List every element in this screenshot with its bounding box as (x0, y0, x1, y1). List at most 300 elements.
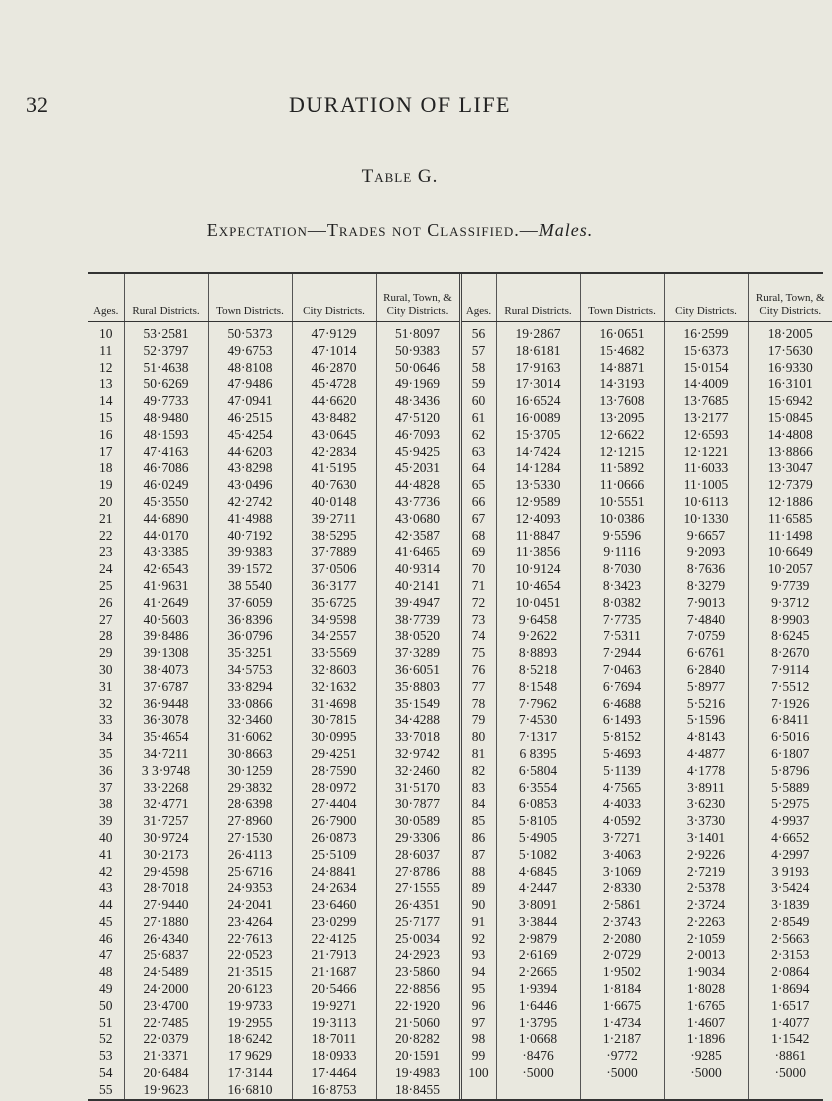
value-cell: 18·8455 (376, 1082, 460, 1099)
age-cell: 26 (99, 594, 113, 610)
value-cell: 11·1498 (748, 528, 832, 545)
value-cell: 7·5512 (748, 679, 832, 696)
value-cell: 4·2997 (748, 847, 832, 864)
value-cell: 39·4947 (376, 595, 460, 612)
age-cell: 64 (460, 460, 496, 477)
value-cell: 35·3251 (208, 645, 292, 662)
value-cell: 37·6059 (208, 595, 292, 612)
age-cell: 98 (460, 1031, 496, 1048)
value-cell: 39·2711 (292, 511, 376, 528)
value-cell: 5·8152 (580, 729, 664, 746)
value-cell: 17·5630 (748, 343, 832, 360)
value-cell: 37·7889 (292, 544, 376, 561)
value-cell: 40·7192 (208, 528, 292, 545)
value-cell: 51·8097 (376, 322, 460, 343)
value-cell: 21·3371 (124, 1048, 208, 1065)
value-cell: 24·2923 (376, 947, 460, 964)
value-cell: 20·8282 (376, 1031, 460, 1048)
value-cell: 38·7739 (376, 612, 460, 629)
value-cell: 46·0249 (124, 477, 208, 494)
value-cell: 7·4530 (496, 712, 580, 729)
value-cell: 3 9193 (748, 864, 832, 881)
table-row (88, 494, 832, 511)
value-cell: 17·3014 (496, 376, 580, 393)
value-cell: 10·0451 (496, 595, 580, 612)
value-cell: 5·5216 (664, 696, 748, 713)
value-cell: 15·3705 (496, 427, 580, 444)
value-cell: 36·3177 (292, 578, 376, 595)
age-cell: 15 (99, 409, 113, 425)
value-cell: 10·5551 (580, 494, 664, 511)
value-cell: 6·3554 (496, 780, 580, 797)
value-cell: 30·0589 (376, 813, 460, 830)
value-cell: 14·4009 (664, 376, 748, 393)
age-cell: 18 (99, 460, 113, 476)
value-cell: 47·9129 (292, 322, 376, 343)
value-cell: 32·8603 (292, 662, 376, 679)
age-cell: 25 (99, 577, 113, 593)
value-cell: ·5000 (580, 1065, 664, 1082)
value-cell: 11·8847 (496, 528, 580, 545)
value-cell: 25·0034 (376, 931, 460, 948)
value-cell: 8·1548 (496, 679, 580, 696)
value-cell: 5·2975 (748, 796, 832, 813)
age-cell: 94 (460, 964, 496, 981)
table-row (88, 729, 832, 746)
value-cell: 13·5330 (496, 477, 580, 494)
age-cell: 48 (99, 964, 113, 980)
table-row (88, 981, 832, 998)
table-row (88, 813, 832, 830)
value-cell: 41·9631 (124, 578, 208, 595)
value-cell: 47·5120 (376, 410, 460, 427)
value-cell: 42·6543 (124, 561, 208, 578)
value-cell: 33·0866 (208, 696, 292, 713)
age-cell: 97 (460, 1015, 496, 1032)
age-cell: 24 (99, 561, 113, 577)
age-cell: 52 (99, 1031, 113, 1047)
value-cell: 43·0645 (292, 427, 376, 444)
value-cell: 33·8294 (208, 679, 292, 696)
value-cell: 32·1632 (292, 679, 376, 696)
value-cell: 41·6465 (376, 544, 460, 561)
value-cell: 20·5466 (292, 981, 376, 998)
value-cell: 14·3193 (580, 376, 664, 393)
age-cell: 43 (99, 880, 113, 896)
value-cell: 6 8395 (496, 746, 580, 763)
value-cell: 50·9383 (376, 343, 460, 360)
value-cell: 27·8960 (208, 813, 292, 830)
value-cell: ·8861 (748, 1048, 832, 1065)
value-cell: 17 9629 (208, 1048, 292, 1065)
value-cell: 27·4404 (292, 796, 376, 813)
value-cell: 2·0864 (748, 964, 832, 981)
value-cell: 35·1549 (376, 696, 460, 713)
value-cell: 9·3712 (748, 595, 832, 612)
value-cell: 1·1542 (748, 1031, 832, 1048)
value-cell: 36·3078 (124, 712, 208, 729)
value-cell: 24·9353 (208, 880, 292, 897)
value-cell: 44·6203 (208, 444, 292, 461)
value-cell: 28·7590 (292, 763, 376, 780)
value-cell: 7·1926 (748, 696, 832, 713)
age-cell: 60 (460, 393, 496, 410)
value-cell: 10·1330 (664, 511, 748, 528)
value-cell: 5·8977 (664, 679, 748, 696)
age-cell: 90 (460, 897, 496, 914)
value-cell: 7·1317 (496, 729, 580, 746)
value-cell: 36·6051 (376, 662, 460, 679)
age-cell: 93 (460, 947, 496, 964)
value-cell: 8·2670 (748, 645, 832, 662)
value-cell: 11·5892 (580, 460, 664, 477)
value-cell: 14·1284 (496, 460, 580, 477)
value-cell: 8·3279 (664, 578, 748, 595)
value-cell: 16·2599 (664, 322, 748, 343)
value-cell: 16·0651 (580, 322, 664, 343)
value-cell: 24·5489 (124, 964, 208, 981)
value-cell: 10·0386 (580, 511, 664, 528)
age-cell: 66 (460, 494, 496, 511)
value-cell: 28·6398 (208, 796, 292, 813)
value-cell: 42·2742 (208, 494, 292, 511)
value-cell: 34·4288 (376, 712, 460, 729)
value-cell: 14·7424 (496, 444, 580, 461)
value-cell: 17·3144 (208, 1065, 292, 1082)
age-cell: 91 (460, 914, 496, 931)
value-cell: 7·7962 (496, 696, 580, 713)
value-cell: 35·6725 (292, 595, 376, 612)
age-cell: 88 (460, 864, 496, 881)
expectation-table (88, 272, 823, 1101)
value-cell: 18·6181 (496, 343, 580, 360)
value-cell: 40·7630 (292, 477, 376, 494)
value-cell: 11·1005 (664, 477, 748, 494)
age-cell: 22 (99, 527, 113, 543)
value-cell: 36·8396 (208, 612, 292, 629)
value-cell: 17·9163 (496, 360, 580, 377)
value-cell: 1·9502 (580, 964, 664, 981)
value-cell: 2·2080 (580, 931, 664, 948)
value-cell: 45·4254 (208, 427, 292, 444)
table-row (88, 322, 832, 343)
value-cell: 37·0506 (292, 561, 376, 578)
table-row (88, 645, 832, 662)
value-cell: 12·1221 (664, 444, 748, 461)
value-cell: 45·4728 (292, 376, 376, 393)
age-cell: 70 (460, 561, 496, 578)
value-cell: 22·4125 (292, 931, 376, 948)
value-cell: 25·5109 (292, 847, 376, 864)
age-cell: 84 (460, 796, 496, 813)
table-row (88, 376, 832, 393)
value-cell: 3·3730 (664, 813, 748, 830)
value-cell: 18·7011 (292, 1031, 376, 1048)
value-cell: 20·1591 (376, 1048, 460, 1065)
age-cell: 31 (99, 678, 113, 694)
value-cell: 39·9383 (208, 544, 292, 561)
value-cell: 17·4464 (292, 1065, 376, 1082)
value-cell: 27·9440 (124, 897, 208, 914)
table-row (88, 864, 832, 881)
header-rural-left: Rural Districts. (124, 274, 208, 322)
value-cell: 37·6787 (124, 679, 208, 696)
age-cell: 14 (99, 393, 113, 409)
age-cell: 57 (460, 343, 496, 360)
value-cell: 30·2173 (124, 847, 208, 864)
value-cell: 25·6716 (208, 864, 292, 881)
header-all-right: Rural, Town, & City Districts. (748, 274, 832, 322)
value-cell: 10·6113 (664, 494, 748, 511)
value-cell: 48·1593 (124, 427, 208, 444)
table-row (88, 1031, 832, 1048)
value-cell: 33·7018 (376, 729, 460, 746)
table-label: Table G. (361, 166, 439, 187)
age-cell: 33 (99, 712, 113, 728)
table-row (88, 914, 832, 931)
age-cell: 58 (460, 360, 496, 377)
value-cell: 24·2000 (124, 981, 208, 998)
age-cell: 38 (99, 796, 113, 812)
value-cell: 28·7018 (124, 880, 208, 897)
table-header-row (88, 274, 832, 322)
value-cell: 2·8549 (748, 914, 832, 931)
value-cell: 38 5540 (208, 578, 292, 595)
value-cell: 44·0170 (124, 528, 208, 545)
value-cell: 34·7211 (124, 746, 208, 763)
value-cell: 4·2447 (496, 880, 580, 897)
age-cell: 63 (460, 444, 496, 461)
age-cell: 89 (460, 880, 496, 897)
table-row (88, 780, 832, 797)
value-cell: 27·1530 (208, 830, 292, 847)
value-cell: 7·2944 (580, 645, 664, 662)
age-cell: 29 (99, 645, 113, 661)
value-cell: 4·6652 (748, 830, 832, 847)
value-cell: 8·7030 (580, 561, 664, 578)
age-cell: 86 (460, 830, 496, 847)
value-cell: 40·0148 (292, 494, 376, 511)
value-cell: 3·7271 (580, 830, 664, 847)
age-cell: 35 (99, 745, 113, 761)
value-cell: 9·5596 (580, 528, 664, 545)
age-cell: 56 (460, 322, 496, 343)
table-row (88, 1082, 832, 1099)
value-cell: 8·0382 (580, 595, 664, 612)
value-cell: 1·4077 (748, 1015, 832, 1032)
value-cell: 21·7913 (292, 947, 376, 964)
age-cell: 44 (99, 897, 113, 913)
value-cell: 3·8091 (496, 897, 580, 914)
value-cell: 4·8143 (664, 729, 748, 746)
value-cell: 8·9903 (748, 612, 832, 629)
value-cell: 1·6446 (496, 998, 580, 1015)
value-cell: 45·9425 (376, 444, 460, 461)
age-cell: 40 (99, 829, 113, 845)
header-town-right: Town Districts. (580, 274, 664, 322)
value-cell: 30·0995 (292, 729, 376, 746)
age-cell: 49 (99, 981, 113, 997)
value-cell (496, 1082, 580, 1099)
value-cell: 41·4988 (208, 511, 292, 528)
value-cell: 3·1069 (580, 864, 664, 881)
value-cell: 2·2665 (496, 964, 580, 981)
value-cell: 3·5424 (748, 880, 832, 897)
value-cell: 12·9589 (496, 494, 580, 511)
value-cell: 19·4983 (376, 1065, 460, 1082)
value-cell: 8·7636 (664, 561, 748, 578)
value-cell: 46·2515 (208, 410, 292, 427)
value-cell: 43·8482 (292, 410, 376, 427)
value-cell: 18·2005 (748, 322, 832, 343)
value-cell: 47·1014 (292, 343, 376, 360)
value-cell: 6·1807 (748, 746, 832, 763)
value-cell: 19·9623 (124, 1082, 208, 1099)
value-cell: 10·9124 (496, 561, 580, 578)
value-cell: 37·3289 (376, 645, 460, 662)
value-cell: 30·7815 (292, 712, 376, 729)
value-cell: 46·2870 (292, 360, 376, 377)
header-all-left: Rural, Town, & City Districts. (376, 274, 460, 322)
age-cell: 23 (99, 544, 113, 560)
age-cell: 71 (460, 578, 496, 595)
value-cell: 46·7093 (376, 427, 460, 444)
value-cell: 16·6810 (208, 1082, 292, 1099)
value-cell: 31·5170 (376, 780, 460, 797)
value-cell: 38·4073 (124, 662, 208, 679)
table-subtitle (0, 220, 800, 241)
value-cell: 9·6657 (664, 528, 748, 545)
value-cell: 7·4840 (664, 612, 748, 629)
value-cell: 48·3436 (376, 393, 460, 410)
value-cell: 23·0299 (292, 914, 376, 931)
value-cell: 15·0845 (748, 410, 832, 427)
value-cell: 9·2622 (496, 628, 580, 645)
value-cell: 7·9114 (748, 662, 832, 679)
value-cell: 9·1116 (580, 544, 664, 561)
table-row (88, 393, 832, 410)
value-cell: 52·3797 (124, 343, 208, 360)
table-row (88, 460, 832, 477)
value-cell: 5·4693 (580, 746, 664, 763)
age-cell: 81 (460, 746, 496, 763)
value-cell: 7·5311 (580, 628, 664, 645)
value-cell: 12·6622 (580, 427, 664, 444)
value-cell: 32·2460 (376, 763, 460, 780)
age-cell: 72 (460, 595, 496, 612)
age-cell: 20 (99, 493, 113, 509)
value-cell: 6·7694 (580, 679, 664, 696)
table-row (88, 1048, 832, 1065)
value-cell: 19·2955 (208, 1015, 292, 1032)
age-cell: 68 (460, 528, 496, 545)
value-cell: 21·3515 (208, 964, 292, 981)
value-cell: 26·4340 (124, 931, 208, 948)
subtitle-main: Expectation—Trades not Classified.— (206, 220, 539, 240)
value-cell: 31·4698 (292, 696, 376, 713)
value-cell: ·9772 (580, 1048, 664, 1065)
value-cell: 1·9394 (496, 981, 580, 998)
value-cell: 32·3460 (208, 712, 292, 729)
value-cell: 4·9937 (748, 813, 832, 830)
value-cell: 3·6230 (664, 796, 748, 813)
value-cell: 8·8893 (496, 645, 580, 662)
value-cell: 15·0154 (664, 360, 748, 377)
value-cell: 32·9742 (376, 746, 460, 763)
value-cell: 30·1259 (208, 763, 292, 780)
value-cell: 14·8871 (580, 360, 664, 377)
value-cell: 38·0520 (376, 628, 460, 645)
age-cell: 61 (460, 410, 496, 427)
value-cell: 6·8411 (748, 712, 832, 729)
table-row (88, 763, 832, 780)
value-cell: 14·4808 (748, 427, 832, 444)
age-cell: 67 (460, 511, 496, 528)
table-row (88, 679, 832, 696)
value-cell: 4·6845 (496, 864, 580, 881)
age-cell: 82 (460, 763, 496, 780)
value-cell: 23·6460 (292, 897, 376, 914)
value-cell: 43·0680 (376, 511, 460, 528)
value-cell: 13·8866 (748, 444, 832, 461)
table-row (88, 931, 832, 948)
value-cell: ·5000 (664, 1065, 748, 1082)
table-row (88, 1015, 832, 1032)
value-cell: 19·3113 (292, 1015, 376, 1032)
value-cell: 29·3306 (376, 830, 460, 847)
table-row (88, 343, 832, 360)
table-row (88, 998, 832, 1015)
value-cell: 5·4905 (496, 830, 580, 847)
age-cell: 95 (460, 981, 496, 998)
table-row (88, 847, 832, 864)
header-ages-left: Ages. (88, 274, 124, 322)
table-row (88, 947, 832, 964)
value-cell: 13·2177 (664, 410, 748, 427)
value-cell: 12·1215 (580, 444, 664, 461)
age-cell: 36 (99, 762, 113, 778)
value-cell: 18·0933 (292, 1048, 376, 1065)
value-cell: 40·9314 (376, 561, 460, 578)
table-row (88, 528, 832, 545)
value-cell: 44·6620 (292, 393, 376, 410)
value-cell: 10·4654 (496, 578, 580, 595)
value-cell: 49·6753 (208, 343, 292, 360)
running-head: DURATION OF LIFE (289, 92, 511, 117)
value-cell: 12·7379 (748, 477, 832, 494)
value-cell: 8·5218 (496, 662, 580, 679)
value-cell: 38·5295 (292, 528, 376, 545)
subtitle-italic: Males. (538, 220, 594, 240)
age-cell: 69 (460, 544, 496, 561)
age-cell: 13 (99, 376, 113, 392)
value-cell: 22·8856 (376, 981, 460, 998)
age-cell: 27 (99, 611, 113, 627)
value-cell: ·5000 (748, 1065, 832, 1082)
value-cell: 19·9733 (208, 998, 292, 1015)
table-row (88, 830, 832, 847)
value-cell: 19·9271 (292, 998, 376, 1015)
value-cell: 1·9034 (664, 964, 748, 981)
value-cell: 10·6649 (748, 544, 832, 561)
value-cell: 16·9330 (748, 360, 832, 377)
value-cell: 2·6169 (496, 947, 580, 964)
value-cell: 6·0853 (496, 796, 580, 813)
age-cell: 76 (460, 662, 496, 679)
age-cell: 87 (460, 847, 496, 864)
value-cell: 1·3795 (496, 1015, 580, 1032)
value-cell: 11·0666 (580, 477, 664, 494)
